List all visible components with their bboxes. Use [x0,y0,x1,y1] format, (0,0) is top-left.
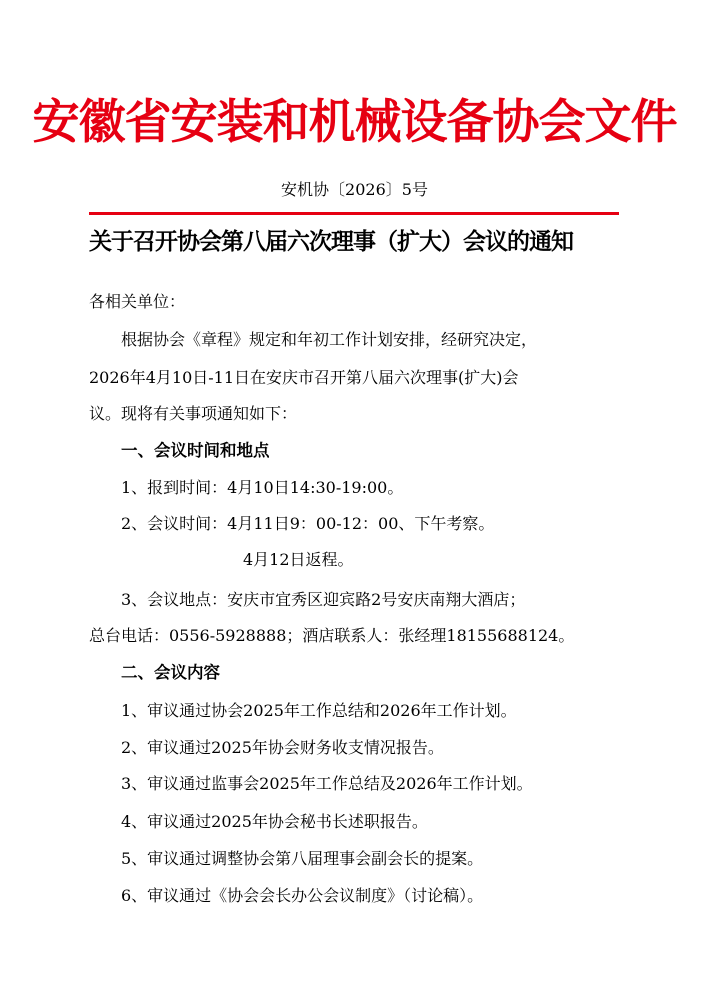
list-item-return-date: 4月12日返程。 [243,550,354,569]
organization-title: 安徽省安装和机械设备协会文件 [32,95,677,150]
list-item-checkin-time: 1、报到时间：4月10日14:30-19:00。 [121,478,404,497]
intro-line-3: 议。现将有关事项通知如下： [89,404,298,423]
list-item-agenda-2: 2、审议通过2025年协会财务收支情况报告。 [121,738,444,757]
list-item-agenda-5: 5、审议通过调整协会第八届理事会副会长的提案。 [121,849,484,868]
list-item-agenda-6: 6、审议通过《协会会长办公会议制度》（讨论稿）。 [121,886,484,905]
list-item-venue: 3、会议地点：安庆市宜秀区迎宾路2号安庆南翔大酒店； [121,590,526,609]
list-item-meeting-time: 2、会议时间：4月11日9：00-12：00、下午考察。 [121,514,495,533]
section-heading-content: 二、会议内容 [121,663,220,682]
notice-title: 关于召开协会第八届六次理事（扩大）会议的通知 [89,228,573,255]
red-divider-line [89,212,619,215]
document-number: 安机协〔2026〕5号 [281,180,428,199]
list-item-agenda-4: 4、审议通过2025年协会秘书长述职报告。 [121,812,428,831]
list-item-agenda-3: 3、审议通过监事会2025年工作总结及2026年工作计划。 [121,774,533,793]
section-heading-time-location: 一、会议时间和地点 [121,441,270,460]
list-item-contact: 总台电话：0556-5928888；酒店联系人：张经理18155688124。 [89,626,575,645]
intro-line-1: 根据协会《章程》规定和年初工作计划安排，经研究决定， [121,330,538,349]
salutation: 各相关单位： [89,292,186,311]
list-item-agenda-1: 1、审议通过协会2025年工作总结和2026年工作计划。 [121,701,517,720]
intro-line-2: 2026年4月10日-11日在安庆市召开第八届六次理事(扩大)会 [89,368,519,387]
